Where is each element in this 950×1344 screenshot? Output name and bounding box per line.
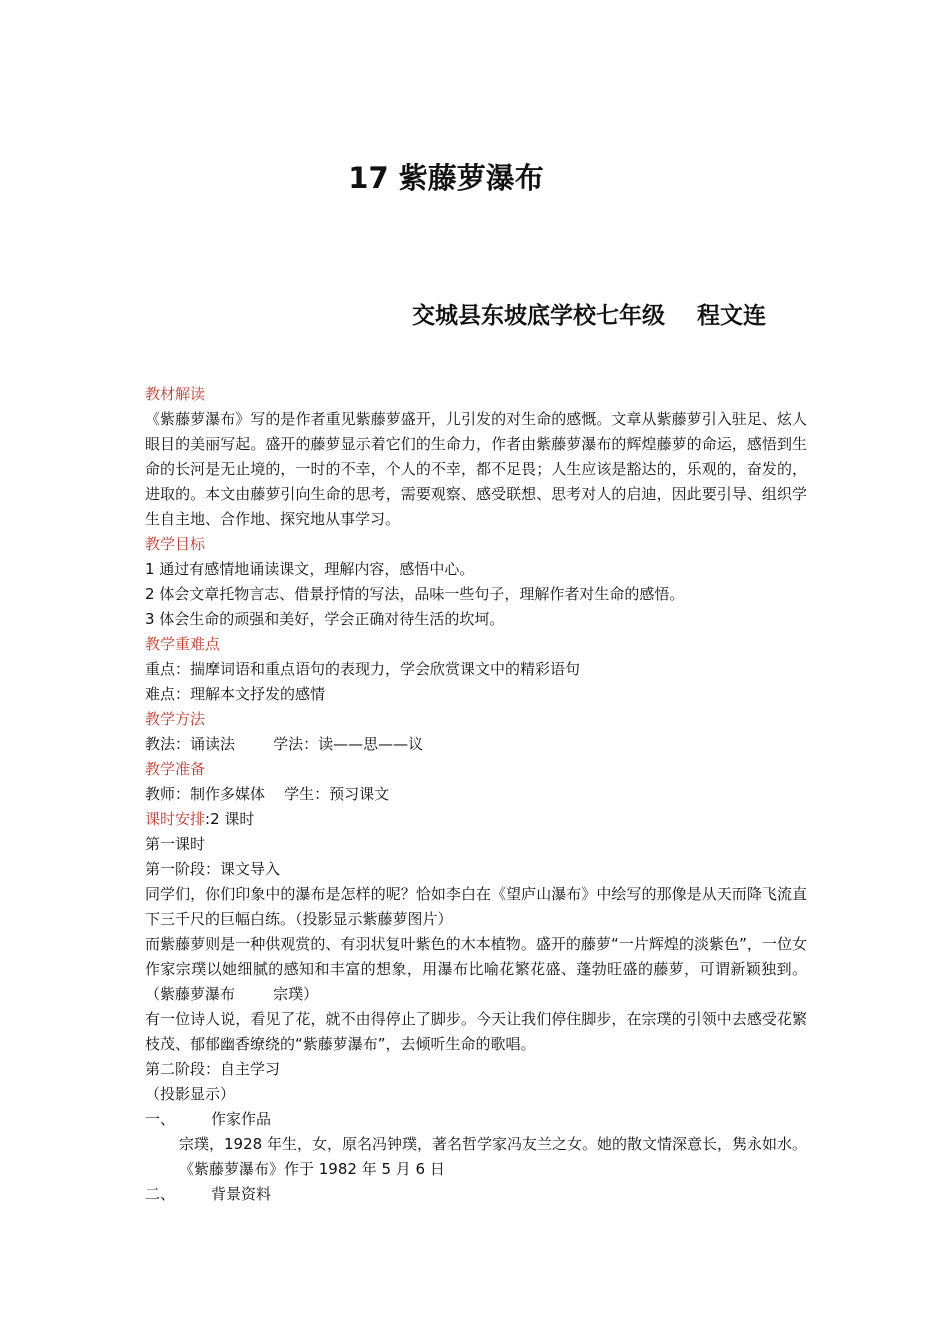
item-2-title: 背景资料 [211, 1185, 272, 1203]
intro-paragraph-2: 而紫藤萝则是一种供观赏的、有羽状复叶紫色的木本植物。盛开的藤萝“一片辉煌的淡紫色”，一位女作家宗璞以她细腻的感知和丰富的想象，用瀑布比喻花繁花盛、蓬勃旺盛的藤萝，可谓新颖独到。（紫藤萝瀑布 宗璞） [145, 935, 807, 1003]
objective-1: 1 通过有感情地诵读课文，理解内容，感悟中心。 [145, 560, 475, 578]
key-point: 重点：揣摩词语和重点语句的表现力，学会欣赏课文中的精彩语句 [145, 660, 581, 678]
method-text: 教法：诵读法 学法：读——思——议 [145, 735, 424, 753]
schedule-value: :2 课时 [205, 810, 255, 828]
schedule-label: 课时安排 [145, 810, 206, 828]
preparation-text: 教师：制作多媒体 学生：预习课文 [145, 785, 390, 803]
item-1-number: 一、 [145, 1110, 176, 1128]
heading-jiaocai: 教材解读 [145, 385, 206, 403]
item-1-heading [145, 1107, 807, 1132]
first-lesson: 第一课时 [145, 835, 206, 853]
heading-mubiao: 教学目标 [145, 535, 206, 553]
item-1-text: 宗璞，1928 年生，女，原名冯钟璞，著名哲学家冯友兰之女。她的散文情深意长，隽永如水。《紫藤萝瀑布》作于 1982 年 5 月 6 日 [179, 1135, 807, 1178]
item-2-number: 二、 [145, 1185, 176, 1203]
projection-note: （投影显示） [145, 1085, 236, 1103]
intro-paragraph-1: 同学们，你们印象中的瀑布是怎样的呢？恰如李白在《望庐山瀑布》中绘写的那像是从天而降飞流直下三千尺的巨幅白练。（投影显示紫藤萝图片） [145, 885, 807, 928]
item-1-title: 作家作品 [211, 1110, 272, 1128]
heading-fangfa: 教学方法 [145, 710, 206, 728]
objective-2: 2 体会文章托物言志、借景抒情的写法，品味一些句子，理解作者对生命的感悟。 [145, 585, 685, 603]
heading-zhongnandian: 教学重难点 [145, 635, 221, 653]
stage-1-title: 第一阶段：课文导入 [145, 860, 281, 878]
paragraph-jiaocai: 《紫藤萝瀑布》写的是作者重见紫藤萝盛开，儿引发的对生命的感慨。文章从紫藤萝引入驻足、炫人眼目的美丽写起。盛开的藤萝显示着它们的生命力，作者由紫藤萝瀑布的辉煌藤萝的命运，感悟到生命的长河是无止境的，一时的不幸，个人的不幸，都不足畏；人生应该是豁达的，乐观的，奋发的，进取的。本文由藤萝引向生命的思考，需要观察、感受联想、思考对人的启迪，因此要引导、组织学生自主地、合作地、探究地从事学习。 [145, 410, 807, 528]
stage-2-title: 第二阶段：自主学习 [145, 1060, 281, 1078]
document-title: 17 紫藤萝瀑布 [348, 161, 544, 195]
document-body [145, 382, 807, 1207]
author-line: 交城县东坡底学校七年级 程文连 [412, 303, 767, 329]
heading-zhunbei: 教学准备 [145, 760, 206, 778]
objective-3: 3 体会生命的顽强和美好，学会正确对待生活的坎坷。 [145, 610, 505, 628]
schedule-line [145, 807, 807, 832]
intro-paragraph-3: 有一位诗人说，看见了花，就不由得停止了脚步。今天让我们停住脚步，在宗璞的引领中去感受花繁枝茂、郁郁幽香缭绕的“紫藤萝瀑布”，去倾听生命的歌唱。 [145, 1010, 807, 1053]
item-2-heading [145, 1182, 807, 1207]
difficult-point: 难点：理解本文抒发的感情 [145, 685, 326, 703]
